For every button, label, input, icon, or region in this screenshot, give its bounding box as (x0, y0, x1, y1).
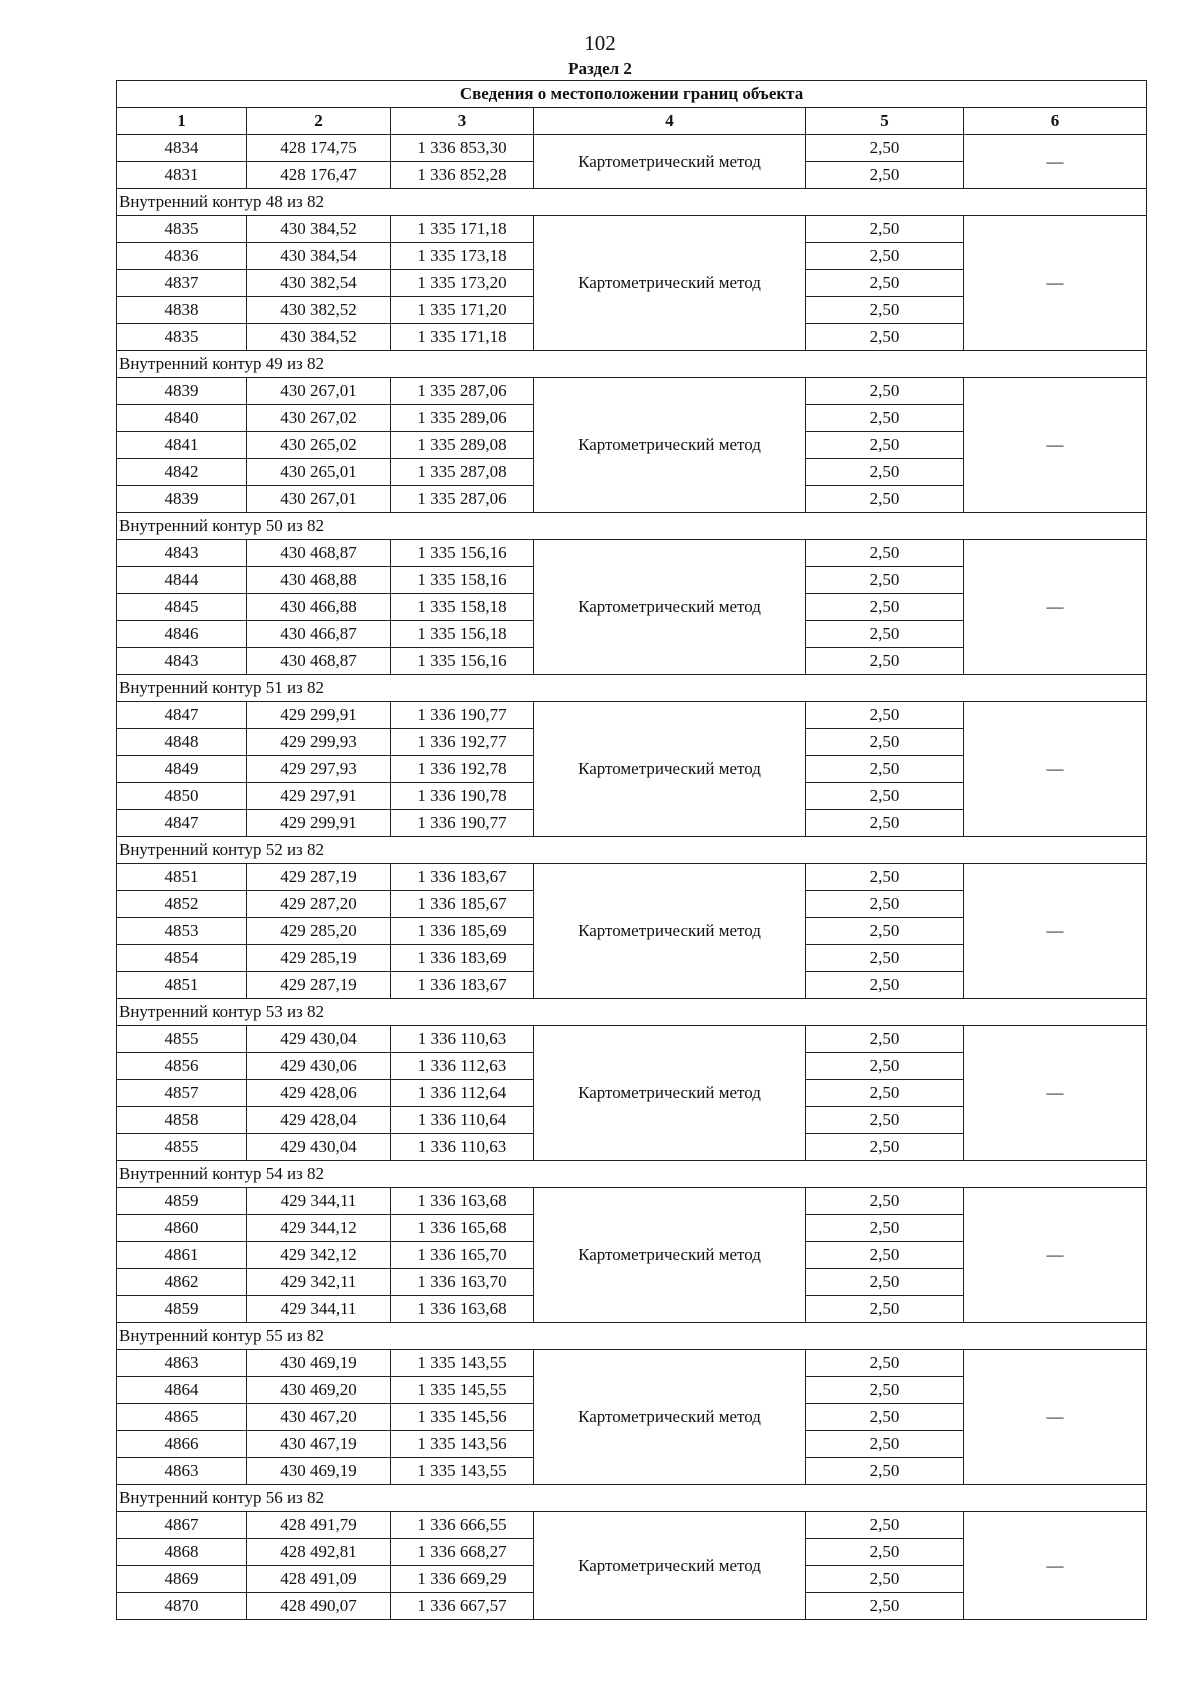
column-header: 6 (964, 108, 1147, 135)
method-cell: Картометрический метод (534, 702, 806, 837)
x-coordinate: 430 384,52 (247, 324, 391, 351)
x-coordinate: 428 491,09 (247, 1566, 391, 1593)
y-coordinate: 1 336 852,28 (391, 162, 534, 189)
x-coordinate: 429 428,04 (247, 1107, 391, 1134)
x-coordinate: 430 265,01 (247, 459, 391, 486)
y-coordinate: 1 335 289,06 (391, 405, 534, 432)
accuracy-value: 2,50 (806, 1215, 964, 1242)
y-coordinate: 1 335 145,55 (391, 1377, 534, 1404)
x-coordinate: 429 428,06 (247, 1080, 391, 1107)
point-number: 4845 (117, 594, 247, 621)
method-cell: Картометрический метод (534, 378, 806, 513)
contour-label: Внутренний контур 51 из 82 (117, 675, 1147, 702)
x-coordinate: 429 297,93 (247, 756, 391, 783)
table-row (117, 540, 1147, 567)
y-coordinate: 1 335 171,18 (391, 324, 534, 351)
note-cell: — (964, 1188, 1147, 1323)
point-number: 4855 (117, 1026, 247, 1053)
contour-label: Внутренний контур 56 из 82 (117, 1485, 1147, 1512)
accuracy-value: 2,50 (806, 702, 964, 729)
page-number: 102 (584, 31, 616, 55)
y-coordinate: 1 336 110,63 (391, 1026, 534, 1053)
point-number: 4844 (117, 567, 247, 594)
note-cell: — (964, 216, 1147, 351)
accuracy-value: 2,50 (806, 432, 964, 459)
accuracy-value: 2,50 (806, 135, 964, 162)
y-coordinate: 1 336 668,27 (391, 1539, 534, 1566)
contour-row (117, 1485, 1147, 1512)
method-cell: Картометрический метод (534, 1512, 806, 1620)
y-coordinate: 1 336 192,78 (391, 756, 534, 783)
point-number: 4831 (117, 162, 247, 189)
y-coordinate: 1 335 173,20 (391, 270, 534, 297)
accuracy-value: 2,50 (806, 1593, 964, 1620)
table-row (117, 135, 1147, 162)
y-coordinate: 1 336 853,30 (391, 135, 534, 162)
y-coordinate: 1 336 192,77 (391, 729, 534, 756)
point-number: 4850 (117, 783, 247, 810)
point-number: 4851 (117, 972, 247, 999)
accuracy-value: 2,50 (806, 459, 964, 486)
point-number: 4868 (117, 1539, 247, 1566)
contour-label: Внутренний контур 50 из 82 (117, 513, 1147, 540)
point-number: 4859 (117, 1188, 247, 1215)
column-header-row (117, 108, 1147, 135)
accuracy-value: 2,50 (806, 1539, 964, 1566)
contour-label: Внутренний контур 53 из 82 (117, 999, 1147, 1026)
point-number: 4866 (117, 1431, 247, 1458)
method-cell: Картометрический метод (534, 1026, 806, 1161)
point-number: 4847 (117, 810, 247, 837)
y-coordinate: 1 336 112,64 (391, 1080, 534, 1107)
x-coordinate: 429 430,06 (247, 1053, 391, 1080)
point-number: 4853 (117, 918, 247, 945)
y-coordinate: 1 336 667,57 (391, 1593, 534, 1620)
y-coordinate: 1 335 156,18 (391, 621, 534, 648)
contour-row (117, 513, 1147, 540)
table-body (117, 135, 1147, 1620)
x-coordinate: 430 267,02 (247, 405, 391, 432)
point-number: 4861 (117, 1242, 247, 1269)
accuracy-value: 2,50 (806, 729, 964, 756)
y-coordinate: 1 335 145,56 (391, 1404, 534, 1431)
point-number: 4840 (117, 405, 247, 432)
x-coordinate: 428 491,79 (247, 1512, 391, 1539)
accuracy-value: 2,50 (806, 1458, 964, 1485)
point-number: 4847 (117, 702, 247, 729)
contour-label: Внутренний контур 52 из 82 (117, 837, 1147, 864)
accuracy-value: 2,50 (806, 540, 964, 567)
note-cell: — (964, 1512, 1147, 1620)
x-coordinate: 429 344,11 (247, 1296, 391, 1323)
y-coordinate: 1 335 158,16 (391, 567, 534, 594)
accuracy-value: 2,50 (806, 891, 964, 918)
contour-row (117, 675, 1147, 702)
point-number: 4863 (117, 1350, 247, 1377)
x-coordinate: 430 467,19 (247, 1431, 391, 1458)
column-header: 5 (806, 108, 964, 135)
x-coordinate: 429 299,91 (247, 810, 391, 837)
point-number: 4857 (117, 1080, 247, 1107)
x-coordinate: 430 382,54 (247, 270, 391, 297)
accuracy-value: 2,50 (806, 1566, 964, 1593)
accuracy-value: 2,50 (806, 1107, 964, 1134)
point-number: 4838 (117, 297, 247, 324)
accuracy-value: 2,50 (806, 1377, 964, 1404)
method-cell: Картометрический метод (534, 864, 806, 999)
y-coordinate: 1 335 287,06 (391, 378, 534, 405)
accuracy-value: 2,50 (806, 1053, 964, 1080)
accuracy-value: 2,50 (806, 621, 964, 648)
method-cell: Картометрический метод (534, 216, 806, 351)
accuracy-value: 2,50 (806, 1242, 964, 1269)
accuracy-value: 2,50 (806, 1134, 964, 1161)
y-coordinate: 1 336 165,68 (391, 1215, 534, 1242)
point-number: 4848 (117, 729, 247, 756)
point-number: 4841 (117, 432, 247, 459)
accuracy-value: 2,50 (806, 783, 964, 810)
y-coordinate: 1 336 669,29 (391, 1566, 534, 1593)
x-coordinate: 430 382,52 (247, 297, 391, 324)
point-number: 4846 (117, 621, 247, 648)
x-coordinate: 430 469,20 (247, 1377, 391, 1404)
accuracy-value: 2,50 (806, 1350, 964, 1377)
accuracy-value: 2,50 (806, 1080, 964, 1107)
accuracy-value: 2,50 (806, 567, 964, 594)
section-title: Раздел 2 (568, 59, 632, 78)
x-coordinate: 429 285,20 (247, 918, 391, 945)
x-coordinate: 429 299,93 (247, 729, 391, 756)
column-header: 2 (247, 108, 391, 135)
y-coordinate: 1 335 156,16 (391, 648, 534, 675)
y-coordinate: 1 336 183,67 (391, 972, 534, 999)
contour-row (117, 837, 1147, 864)
x-coordinate: 430 265,02 (247, 432, 391, 459)
x-coordinate: 429 287,19 (247, 972, 391, 999)
x-coordinate: 430 466,88 (247, 594, 391, 621)
x-coordinate: 429 430,04 (247, 1026, 391, 1053)
x-coordinate: 429 285,19 (247, 945, 391, 972)
boundary-table (116, 80, 1147, 1620)
x-coordinate: 430 468,87 (247, 540, 391, 567)
contour-row (117, 1161, 1147, 1188)
contour-row (117, 351, 1147, 378)
note-cell: — (964, 1026, 1147, 1161)
method-cell: Картометрический метод (534, 135, 806, 189)
x-coordinate: 430 267,01 (247, 378, 391, 405)
accuracy-value: 2,50 (806, 918, 964, 945)
note-cell: — (964, 1350, 1147, 1485)
accuracy-value: 2,50 (806, 270, 964, 297)
accuracy-value: 2,50 (806, 1296, 964, 1323)
y-coordinate: 1 336 112,63 (391, 1053, 534, 1080)
x-coordinate: 430 467,20 (247, 1404, 391, 1431)
column-header: 3 (391, 108, 534, 135)
x-coordinate: 429 299,91 (247, 702, 391, 729)
table-row (117, 1350, 1147, 1377)
point-number: 4839 (117, 378, 247, 405)
x-coordinate: 428 492,81 (247, 1539, 391, 1566)
table-title: Сведения о местоположении границ объекта (117, 81, 1147, 108)
accuracy-value: 2,50 (806, 1269, 964, 1296)
x-coordinate: 429 287,20 (247, 891, 391, 918)
accuracy-value: 2,50 (806, 486, 964, 513)
x-coordinate: 430 469,19 (247, 1350, 391, 1377)
table-row (117, 1512, 1147, 1539)
y-coordinate: 1 336 110,64 (391, 1107, 534, 1134)
y-coordinate: 1 335 287,06 (391, 486, 534, 513)
note-cell: — (964, 540, 1147, 675)
accuracy-value: 2,50 (806, 243, 964, 270)
accuracy-value: 2,50 (806, 1188, 964, 1215)
note-cell: — (964, 864, 1147, 999)
x-coordinate: 429 430,04 (247, 1134, 391, 1161)
column-header: 4 (534, 108, 806, 135)
y-coordinate: 1 336 163,68 (391, 1296, 534, 1323)
y-coordinate: 1 336 165,70 (391, 1242, 534, 1269)
accuracy-value: 2,50 (806, 324, 964, 351)
y-coordinate: 1 335 287,08 (391, 459, 534, 486)
x-coordinate: 429 342,12 (247, 1242, 391, 1269)
table-title-row (117, 81, 1147, 108)
table-row (117, 1026, 1147, 1053)
point-number: 4849 (117, 756, 247, 783)
point-number: 4860 (117, 1215, 247, 1242)
point-number: 4851 (117, 864, 247, 891)
y-coordinate: 1 335 173,18 (391, 243, 534, 270)
method-cell: Картометрический метод (534, 540, 806, 675)
table-row (117, 378, 1147, 405)
contour-label: Внутренний контур 48 из 82 (117, 189, 1147, 216)
x-coordinate: 430 468,87 (247, 648, 391, 675)
y-coordinate: 1 335 143,55 (391, 1350, 534, 1377)
accuracy-value: 2,50 (806, 378, 964, 405)
accuracy-value: 2,50 (806, 648, 964, 675)
accuracy-value: 2,50 (806, 1026, 964, 1053)
y-coordinate: 1 336 183,69 (391, 945, 534, 972)
x-coordinate: 430 469,19 (247, 1458, 391, 1485)
point-number: 4842 (117, 459, 247, 486)
x-coordinate: 429 297,91 (247, 783, 391, 810)
column-header: 1 (117, 108, 247, 135)
point-number: 4839 (117, 486, 247, 513)
note-cell: — (964, 378, 1147, 513)
point-number: 4859 (117, 1296, 247, 1323)
x-coordinate: 428 174,75 (247, 135, 391, 162)
accuracy-value: 2,50 (806, 810, 964, 837)
point-number: 4869 (117, 1566, 247, 1593)
x-coordinate: 430 468,88 (247, 567, 391, 594)
point-number: 4835 (117, 324, 247, 351)
point-number: 4855 (117, 1134, 247, 1161)
x-coordinate: 429 344,12 (247, 1215, 391, 1242)
point-number: 4863 (117, 1458, 247, 1485)
contour-label: Внутренний контур 54 из 82 (117, 1161, 1147, 1188)
table-row (117, 864, 1147, 891)
y-coordinate: 1 335 143,55 (391, 1458, 534, 1485)
y-coordinate: 1 336 190,77 (391, 810, 534, 837)
accuracy-value: 2,50 (806, 972, 964, 999)
y-coordinate: 1 335 156,16 (391, 540, 534, 567)
point-number: 4843 (117, 648, 247, 675)
y-coordinate: 1 335 289,08 (391, 432, 534, 459)
table-row (117, 216, 1147, 243)
contour-row (117, 189, 1147, 216)
contour-label: Внутренний контур 49 из 82 (117, 351, 1147, 378)
x-coordinate: 428 176,47 (247, 162, 391, 189)
y-coordinate: 1 336 666,55 (391, 1512, 534, 1539)
x-coordinate: 428 490,07 (247, 1593, 391, 1620)
accuracy-value: 2,50 (806, 1404, 964, 1431)
point-number: 4858 (117, 1107, 247, 1134)
accuracy-value: 2,50 (806, 405, 964, 432)
point-number: 4836 (117, 243, 247, 270)
method-cell: Картометрический метод (534, 1188, 806, 1323)
accuracy-value: 2,50 (806, 1431, 964, 1458)
point-number: 4870 (117, 1593, 247, 1620)
accuracy-value: 2,50 (806, 756, 964, 783)
accuracy-value: 2,50 (806, 945, 964, 972)
point-number: 4835 (117, 216, 247, 243)
x-coordinate: 430 466,87 (247, 621, 391, 648)
point-number: 4854 (117, 945, 247, 972)
x-coordinate: 429 287,19 (247, 864, 391, 891)
point-number: 4852 (117, 891, 247, 918)
point-number: 4867 (117, 1512, 247, 1539)
y-coordinate: 1 336 163,70 (391, 1269, 534, 1296)
contour-row (117, 1323, 1147, 1350)
y-coordinate: 1 336 185,67 (391, 891, 534, 918)
y-coordinate: 1 335 158,18 (391, 594, 534, 621)
point-number: 4865 (117, 1404, 247, 1431)
accuracy-value: 2,50 (806, 594, 964, 621)
y-coordinate: 1 336 190,78 (391, 783, 534, 810)
note-cell: — (964, 135, 1147, 189)
y-coordinate: 1 335 143,56 (391, 1431, 534, 1458)
point-number: 4834 (117, 135, 247, 162)
x-coordinate: 429 342,11 (247, 1269, 391, 1296)
point-number: 4862 (117, 1269, 247, 1296)
point-number: 4856 (117, 1053, 247, 1080)
x-coordinate: 429 344,11 (247, 1188, 391, 1215)
note-cell: — (964, 702, 1147, 837)
x-coordinate: 430 384,52 (247, 216, 391, 243)
y-coordinate: 1 336 110,63 (391, 1134, 534, 1161)
y-coordinate: 1 336 163,68 (391, 1188, 534, 1215)
method-cell: Картометрический метод (534, 1350, 806, 1485)
table-row (117, 702, 1147, 729)
table-row (117, 1188, 1147, 1215)
x-coordinate: 430 267,01 (247, 486, 391, 513)
accuracy-value: 2,50 (806, 162, 964, 189)
accuracy-value: 2,50 (806, 297, 964, 324)
y-coordinate: 1 336 183,67 (391, 864, 534, 891)
accuracy-value: 2,50 (806, 864, 964, 891)
y-coordinate: 1 336 190,77 (391, 702, 534, 729)
y-coordinate: 1 335 171,20 (391, 297, 534, 324)
point-number: 4837 (117, 270, 247, 297)
x-coordinate: 430 384,54 (247, 243, 391, 270)
contour-row (117, 999, 1147, 1026)
contour-label: Внутренний контур 55 из 82 (117, 1323, 1147, 1350)
accuracy-value: 2,50 (806, 216, 964, 243)
point-number: 4843 (117, 540, 247, 567)
y-coordinate: 1 335 171,18 (391, 216, 534, 243)
y-coordinate: 1 336 185,69 (391, 918, 534, 945)
point-number: 4864 (117, 1377, 247, 1404)
accuracy-value: 2,50 (806, 1512, 964, 1539)
